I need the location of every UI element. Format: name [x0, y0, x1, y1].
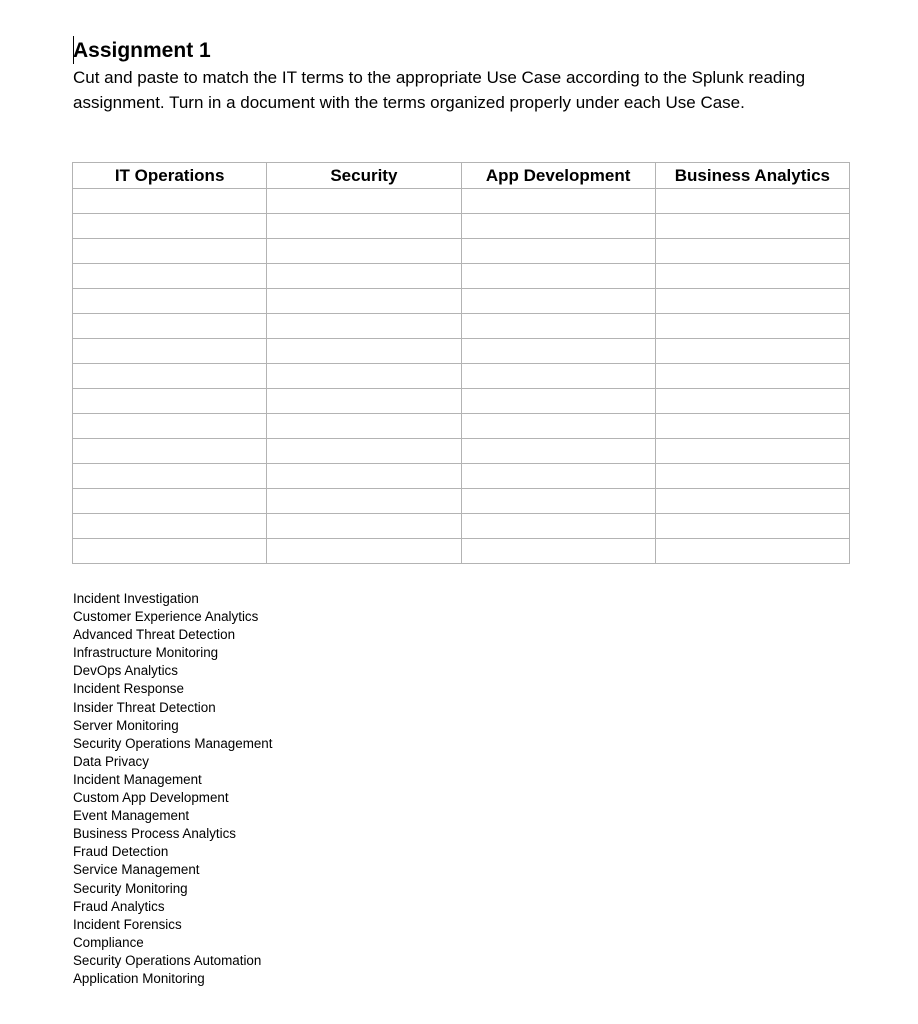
table-cell[interactable] [267, 439, 461, 464]
table-cell[interactable] [461, 414, 655, 439]
table-cell[interactable] [267, 489, 461, 514]
table-row [73, 539, 850, 564]
table-cell[interactable] [461, 314, 655, 339]
table-cell[interactable] [655, 339, 849, 364]
term-item[interactable]: Application Monitoring [73, 970, 205, 986]
table-cell[interactable] [73, 214, 267, 239]
table-cell[interactable] [655, 214, 849, 239]
table-cell[interactable] [461, 239, 655, 264]
table-row [73, 514, 850, 539]
table-cell[interactable] [73, 264, 267, 289]
table-cell[interactable] [73, 314, 267, 339]
term-item[interactable]: Security Operations Automation [73, 952, 262, 968]
table-cell[interactable] [267, 339, 461, 364]
table-row [73, 264, 850, 289]
terms-list [73, 590, 272, 988]
table-cell[interactable] [655, 314, 849, 339]
table-cell[interactable] [267, 314, 461, 339]
table-cell[interactable] [73, 339, 267, 364]
term-item[interactable]: Data Privacy [73, 753, 149, 769]
table-row [73, 214, 850, 239]
table-cell[interactable] [73, 539, 267, 564]
header-security[interactable]: Security [267, 163, 461, 189]
table-cell[interactable] [655, 239, 849, 264]
table-cell[interactable] [267, 539, 461, 564]
table-cell[interactable] [655, 514, 849, 539]
table-cell[interactable] [655, 489, 849, 514]
term-item[interactable]: Fraud Analytics [73, 898, 165, 914]
table-row [73, 414, 850, 439]
table-cell[interactable] [267, 364, 461, 389]
table-row [73, 364, 850, 389]
table-row [73, 439, 850, 464]
term-item[interactable]: DevOps Analytics [73, 663, 178, 679]
assignment-instructions[interactable]: Cut and paste to match the IT terms to the appropriate Use Case according to the Splunk reading assignment. Turn in a document with the terms organized properly under each Use Case. [73, 68, 806, 112]
table-cell[interactable] [267, 414, 461, 439]
term-item[interactable]: Incident Management [73, 771, 202, 787]
term-item[interactable]: Customer Experience Analytics [73, 609, 259, 625]
term-item[interactable]: Server Monitoring [73, 717, 179, 733]
table-cell[interactable] [73, 464, 267, 489]
table-cell[interactable] [461, 214, 655, 239]
assignment-title[interactable]: Assignment 1 [73, 39, 211, 62]
term-item[interactable]: Incident Forensics [73, 916, 182, 932]
table-cell[interactable] [461, 389, 655, 414]
table-cell[interactable] [461, 439, 655, 464]
header-app-development[interactable]: App Development [461, 163, 655, 189]
table-cell[interactable] [655, 439, 849, 464]
table-cell[interactable] [655, 414, 849, 439]
table-row [73, 489, 850, 514]
table-cell[interactable] [267, 189, 461, 214]
table-cell[interactable] [461, 339, 655, 364]
term-item[interactable]: Advanced Threat Detection [73, 627, 236, 643]
table-row [73, 314, 850, 339]
term-item[interactable]: Incident Investigation [73, 591, 199, 606]
table-row [73, 289, 850, 314]
table-cell[interactable] [655, 264, 849, 289]
table-cell[interactable] [655, 389, 849, 414]
table-cell[interactable] [461, 289, 655, 314]
table-cell[interactable] [73, 289, 267, 314]
table-cell[interactable] [73, 389, 267, 414]
table-cell[interactable] [461, 464, 655, 489]
table-cell[interactable] [267, 264, 461, 289]
table-cell[interactable] [73, 189, 267, 214]
table-cell[interactable] [461, 264, 655, 289]
table-row [73, 339, 850, 364]
term-item[interactable]: Security Monitoring [73, 880, 188, 896]
term-item[interactable]: Custom App Development [73, 790, 229, 806]
term-item[interactable]: Compliance [73, 934, 144, 950]
header-business-analytics[interactable]: Business Analytics [655, 163, 849, 189]
table-cell[interactable] [267, 214, 461, 239]
term-item[interactable]: Security Operations Management [73, 735, 273, 751]
term-item[interactable]: Insider Threat Detection [73, 699, 216, 715]
use-case-table [72, 162, 850, 564]
table-row [73, 189, 850, 214]
table-header-row [73, 163, 850, 189]
table-cell[interactable] [267, 464, 461, 489]
table-cell[interactable] [73, 364, 267, 389]
table-cell[interactable] [73, 439, 267, 464]
table-cell[interactable] [73, 514, 267, 539]
term-item[interactable]: Infrastructure Monitoring [73, 645, 219, 661]
table-cell[interactable] [655, 289, 849, 314]
table-cell[interactable] [267, 514, 461, 539]
table-cell[interactable] [73, 414, 267, 439]
table-cell[interactable] [655, 539, 849, 564]
table-cell[interactable] [73, 489, 267, 514]
table-cell[interactable] [461, 189, 655, 214]
table-row [73, 239, 850, 264]
term-item[interactable]: Service Management [73, 862, 200, 878]
table-cell[interactable] [267, 389, 461, 414]
term-item[interactable]: Fraud Detection [73, 844, 169, 860]
table-cell[interactable] [267, 289, 461, 314]
table-cell[interactable] [267, 239, 461, 264]
table-row [73, 464, 850, 489]
header-it-operations[interactable]: IT Operations [73, 163, 267, 189]
table-cell[interactable] [461, 514, 655, 539]
table-row [73, 389, 850, 414]
table-cell[interactable] [655, 189, 849, 214]
term-item[interactable]: Business Process Analytics [73, 826, 236, 842]
table-cell[interactable] [655, 364, 849, 389]
table-cell[interactable] [461, 364, 655, 389]
term-item[interactable]: Event Management [73, 808, 190, 824]
table-body [73, 189, 850, 564]
table-cell[interactable] [655, 464, 849, 489]
table-cell[interactable] [461, 539, 655, 564]
term-item[interactable]: Incident Response [73, 681, 184, 697]
table-cell[interactable] [73, 239, 267, 264]
table-cell[interactable] [461, 489, 655, 514]
